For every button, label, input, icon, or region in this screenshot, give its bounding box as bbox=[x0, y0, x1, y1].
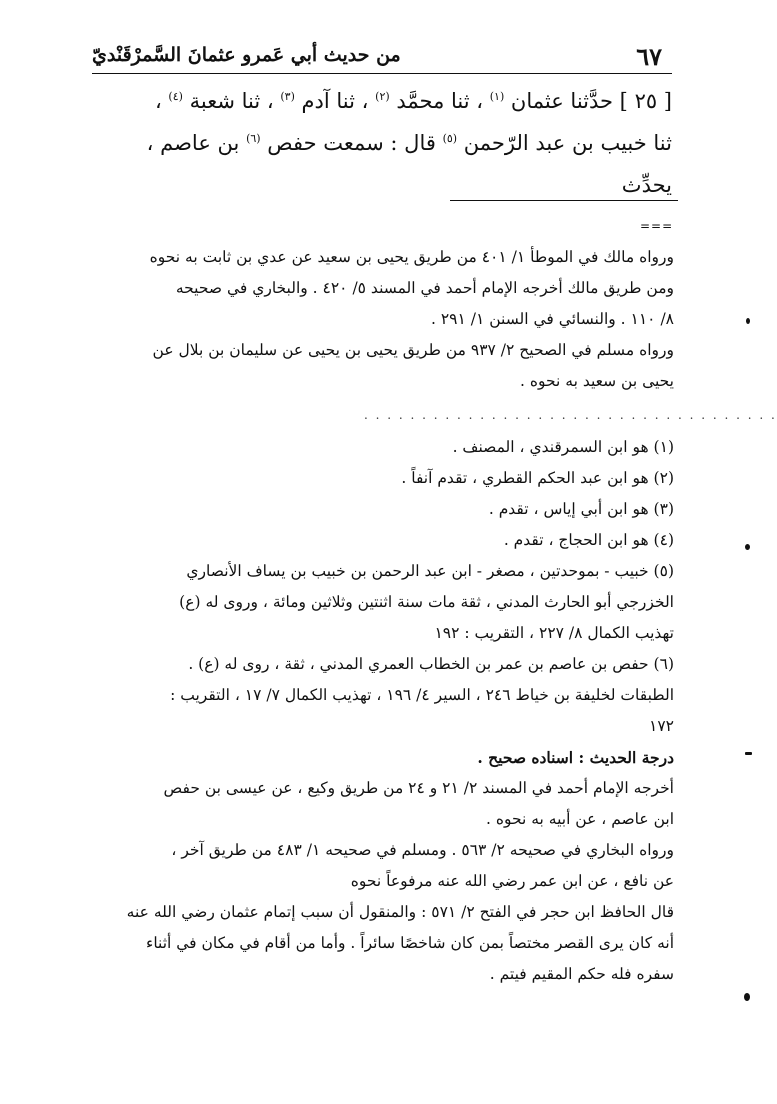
footnote-5-cont: الخزرجي أبو الحارث المدني ، ثقة مات سنة اثنتين وثلاثين ومائة ، وروى له (ع) bbox=[179, 593, 674, 611]
grade-heading: درجة الحديث : اسناده صحيح . bbox=[477, 748, 674, 767]
footnote-6: (٦) حفص بن عاصم بن عمر بن الخطاب العمري المدني ، ثقة ، روى له (ع) . bbox=[188, 655, 674, 673]
running-title: من حديث أبي عَمرو عثمانَ السَّمرْقَنْديّ bbox=[92, 44, 401, 66]
grade-line: ورواه البخاري في صحيحه ٢/ ٥٦٣ . ومسلم في صحيحه ١/ ٤٨٣ من طريق آخر ، bbox=[171, 841, 674, 859]
note-line: ورواه مسلم في الصحيح ٢/ ٩٣٧ من طريق يحيى بن يحيى عن سليمان بن بلال عن bbox=[152, 341, 674, 359]
footnote-ref-4: (٤) bbox=[168, 90, 183, 103]
footnote-ref-1: (١) bbox=[489, 90, 505, 103]
grade-line: قال الحافظ ابن حجر في الفتح ٢/ ٥٧١ : والمنقول أن سبب إتمام عثمان رضي الله عنه bbox=[126, 903, 674, 921]
scan-speck bbox=[745, 544, 750, 550]
footnote-5-ref: تهذيب الكمال ٨/ ٢٢٧ ، التقريب : ١٩٢ bbox=[434, 624, 674, 642]
footnote-4: (٤) هو ابن الحجاج ، تقدم . bbox=[503, 531, 674, 549]
hadith-line-2: ثنا خبيب بن عبد الرّحمن $^{(٥)}$ قال : سمعت حفص $^{(٦)}$ بن عاصم ، يحدِّث bbox=[146, 131, 672, 197]
footnote-ref-2: (٢) bbox=[375, 90, 390, 103]
hadith-line-1: [ ٢٥ ] حدَّثنا عثمان $^{(١)}$ ، ثنا محمَّد $^{(٢)}$ ، ثنا آدم $^{(٣)}$ ، ثنا شعبة $^{(٤)}$ ، bbox=[154, 89, 672, 113]
footnotes bbox=[94, 432, 674, 990]
footnote-1: (١) هو ابن السمرقندي ، المصنف . bbox=[452, 438, 674, 456]
footnote-ref-3: (٣) bbox=[280, 90, 295, 103]
footnote-5: (٥) خبيب - بموحدتين ، مصغر - ابن عبد الرحمن بن خبيب بن يساف الأنصاري bbox=[186, 562, 674, 580]
note-line: ورواه مالك في الموطأ ١/ ٤٠١ من طريق يحيى بن سعيد عن عدي بن ثابت به نحوه bbox=[149, 248, 674, 266]
footnote-6-ref-cont: ١٧٢ bbox=[649, 717, 674, 735]
scan-speck bbox=[744, 993, 750, 1001]
page-number: ٦٧ bbox=[636, 42, 662, 71]
scan-speck bbox=[745, 752, 752, 755]
grade-line: أخرجه الإمام أحمد في المسند ٢/ ٢١ و ٢٤ من طريق وكيع ، عن عيسى بن حفص bbox=[163, 779, 674, 797]
note-line: يحيى بن سعيد به نحوه . bbox=[520, 372, 674, 390]
footnote-ref-6: (٦) bbox=[246, 132, 261, 145]
hadith-text bbox=[94, 80, 672, 206]
grade-line: عن نافع ، عن ابن عمر رضي الله عنه مرفوعاً نحوه bbox=[350, 872, 674, 890]
grade-line: سفره فله حكم المقيم فيتم . bbox=[489, 965, 674, 983]
page-header bbox=[92, 40, 672, 72]
footnote-separator-rule bbox=[450, 200, 678, 201]
header-rule bbox=[92, 73, 672, 74]
footnote-6-ref: الطبقات لخليفة بن خياط ٢٤٦ ، السير ٤/ ١٩٦ ، تهذيب الكمال ٧/ ١٧ ، التقريب : bbox=[170, 686, 674, 704]
grade-line: ابن عاصم ، عن أبيه به نحوه . bbox=[485, 810, 674, 828]
continued-footnote bbox=[94, 242, 674, 397]
note-line: ٨/ ١١٠ . والنسائي في السنن ١/ ٢٩١ . bbox=[431, 310, 674, 328]
footnote-3: (٣) هو ابن أبي إياس ، تقدم . bbox=[488, 500, 674, 518]
grade-line: أنه كان يرى القصر مختصاً بمن كان شاخصًا سائراً . وأما من أقام في مكان في أثناء bbox=[146, 934, 674, 952]
footnote-ref-5: (٥) bbox=[442, 132, 458, 145]
continuation-mark: === bbox=[640, 219, 674, 233]
scan-speck bbox=[746, 318, 750, 324]
footnote-2: (٢) هو ابن عبد الحكم القطري ، تقدم آنفاً . bbox=[401, 469, 674, 487]
note-line: ومن طريق مالك أخرجه الإمام أحمد في المسند ٥/ ٤٢٠ . والبخاري في صحيحه bbox=[175, 279, 674, 297]
dotted-divider: . . . . . . . . . . . . . . . . . . . . . . . . . . . . . . . . . . . . bbox=[364, 408, 777, 422]
